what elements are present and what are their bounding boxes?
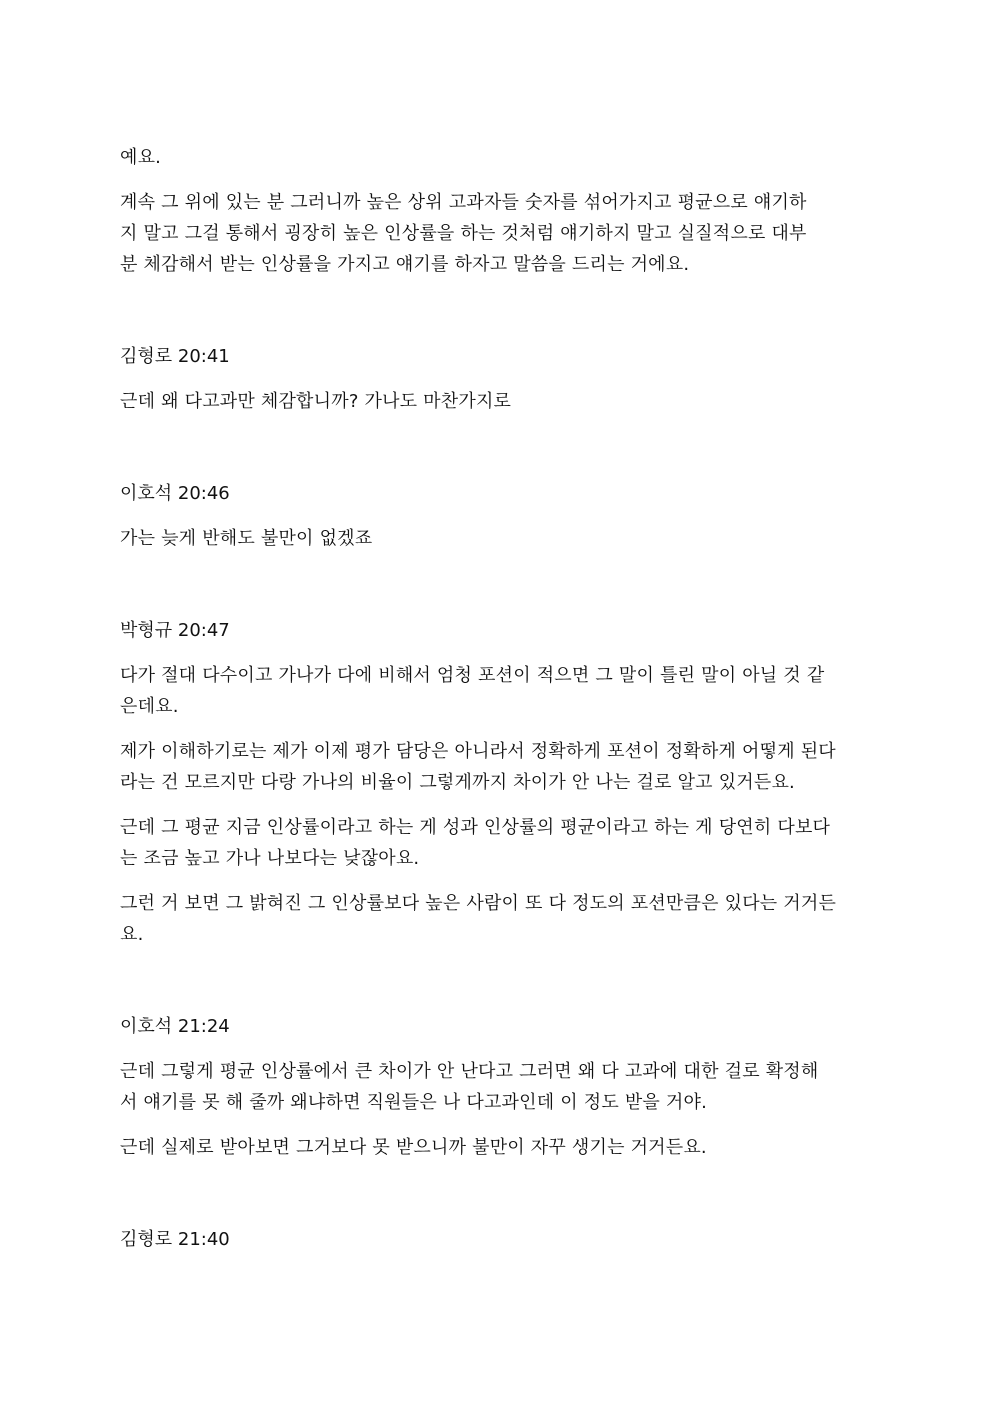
transcript-block [120,615,872,950]
utterance-paragraph: 근데 그 평균 지금 인상률이라고 하는 게 성과 인상률의 평균이라고 하는 게 당연히 다보다 는 조금 높고 가나 나보다는 낮잖아요. [120,817,831,869]
utterance-paragraph: 다가 절대 다수이고 가나가 다에 비해서 엄청 포션이 적으면 그 말이 틀린 말이 아닐 것 같 은데요. [120,665,825,717]
speaker-timestamp: 박형규 20:47 [120,620,230,641]
transcript-block [120,142,872,280]
speaker-timestamp: 김형로 20:41 [120,346,230,367]
transcript-block [120,341,872,417]
utterance-paragraph: 근데 실제로 받아보면 그거보다 못 받으니까 불만이 자꾸 생기는 거거든요. [120,1137,707,1158]
transcript-block [120,1011,872,1163]
utterance-paragraph: 계속 그 위에 있는 분 그러니까 높은 상위 고과자들 숫자를 섞어가지고 평균으로 얘기하 지 말고 그걸 통해서 굉장히 높은 인상률을 하는 것처럼 얘기하지 말고 실질적으로 대부 분 체감해서 받는 인상률을 가지고 얘기를 하자고 말씀을 드리는 거에요. [120,192,807,275]
utterance-paragraph: 근데 그렇게 평균 인상률에서 큰 차이가 안 난다고 그러면 왜 다 고과에 대한 걸로 확정해 서 얘기를 못 해 줄까 왜냐하면 직원들은 나 다고과인데 이 정도 받을 거야. [120,1061,819,1113]
transcript-page [120,142,872,1255]
utterance-paragraph: 예요. [120,147,162,168]
speaker-timestamp: 김형로 21:40 [120,1229,230,1250]
utterance-paragraph: 근데 왜 다고과만 체감합니까? 가나도 마찬가지로 [120,391,512,412]
utterance-paragraph: 그런 거 보면 그 밝혀진 그 인상률보다 높은 사람이 또 다 정도의 포션만큼은 있다는 거거든 요. [120,893,837,945]
utterance-paragraph: 제가 이해하기로는 제가 이제 평가 담당은 아니라서 정확하게 포션이 정확하게 어떻게 된다 라는 건 모르지만 다랑 가나의 비율이 그렇게까지 차이가 안 나는 걸로 알고 있거든요. [120,741,836,793]
transcript-block [120,478,872,554]
speaker-timestamp: 이호석 20:46 [120,483,230,504]
utterance-paragraph: 가는 늦게 반해도 불만이 없겠죠 [120,528,373,549]
transcript-block [120,1224,872,1255]
speaker-timestamp: 이호석 21:24 [120,1016,230,1037]
